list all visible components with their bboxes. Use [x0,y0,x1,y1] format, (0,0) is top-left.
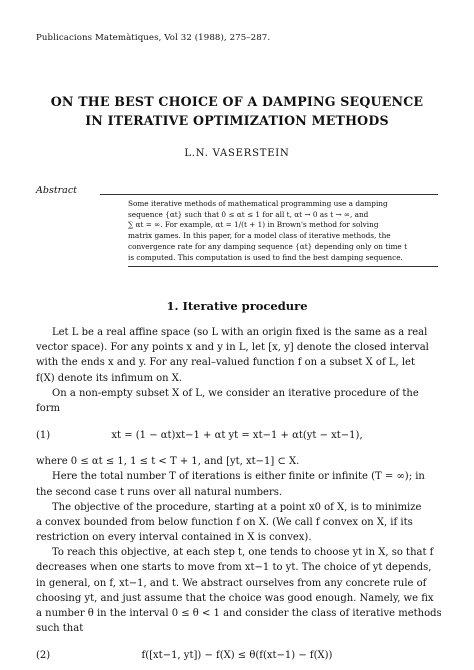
paragraph-line: vector space). For any points x and y in L, let [x, y] denote the closed interval [36,342,429,354]
paragraph-line: f(X) denote its infimum on X. [36,372,183,384]
abstract-text [128,199,438,263]
paragraph-line: choosing yt, and just assume that the choice was good enough. Namely, we fix [36,592,434,604]
author-name: L.N. VASERSTEIN [184,148,290,159]
paragraph-line: restriction on every interval contained in X is convex). [36,532,312,544]
paragraph-line: On a non-empty subset X of L, we consider an iterative procedure of the [52,387,419,399]
equation-1 [36,424,438,446]
paragraph-line: where 0 ≤ αt ≤ 1, 1 ≤ t < T + 1, and [yt, xt−1] ⊂ X. [36,456,300,468]
paragraph-line: form [36,402,60,414]
abstract-line: is computed. This computation is used to find the best damping sequence. [128,252,403,262]
paragraph-line: decreases when one starts to move from xt−1 to yt. The choice of yt depends, [36,562,432,574]
paragraph-line: such that [36,623,84,635]
title-line-2: IN ITERATIVE OPTIMIZATION METHODS [85,113,389,128]
equation-number: (2) [36,650,51,662]
abstract-line: convergence rate for any damping sequence {αt} depending only on time t [128,241,408,251]
abstract-line: ∑ αt = ∞. For example, αt = 1/(t + 1) in Brown's method for solving [128,220,379,230]
paragraph-line: the second case t runs over all natural numbers. [36,486,283,498]
paragraph-line: a convex bounded from below function f on X. (We call f convex on X, if its [36,516,413,528]
paragraph-line: Here the total number T of iterations is either finite or infinite (T = ∞); in [52,471,425,483]
paper-title [0,92,474,130]
paragraph-line: with the ends x and y. For any real–valued function f on a subset X of L, let [36,357,415,369]
paragraph-line: Let L be a real affine space (so L with an origin fixed is the same as a real [52,327,428,338]
body-text [36,325,442,666]
equation-number: (1) [36,430,51,442]
paragraph-line: The objective of the procedure, starting at a point x0 of X, is to minimize [52,501,422,513]
paragraph-line: To reach this objective, at each step t, one tends to choose yt in X, so that f [52,547,434,559]
equation-expression: xt = (1 − αt)xt−1 + αt yt = xt−1 + αt(yt − xt−1), [111,430,363,442]
paragraph-line: in general, on f, xt−1, and t. We abstract ourselves from any concrete rule of [36,577,427,589]
section-heading: 1. Iterative procedure [166,299,308,313]
journal-header: Publicacions Matemàtiques, Vol 32 (1988), 275–287. [36,33,271,43]
abstract-bottom-rule [128,266,438,267]
equation-2 [36,644,438,666]
abstract-line: matrix games. In this paper, for a model class of iterative methods, the [128,231,391,241]
paragraph-line: a number θ in the interval 0 ≤ θ < 1 and consider the class of iterative methods [36,608,442,619]
abstract-label: Abstract [36,185,77,196]
equation-expression: f([xt−1, yt]) − f(X) ≤ θ(f(xt−1) − f(X)) [141,650,333,662]
abstract-top-rule [100,194,438,195]
abstract-line: sequence {αt} such that 0 ≤ αt ≤ 1 for all t, αt → 0 as t → ∞, and [128,209,369,219]
title-line-1: ON THE BEST CHOICE OF A DAMPING SEQUENCE [50,94,424,109]
abstract-line: Some iterative methods of mathematical programming use a damping [128,199,388,208]
